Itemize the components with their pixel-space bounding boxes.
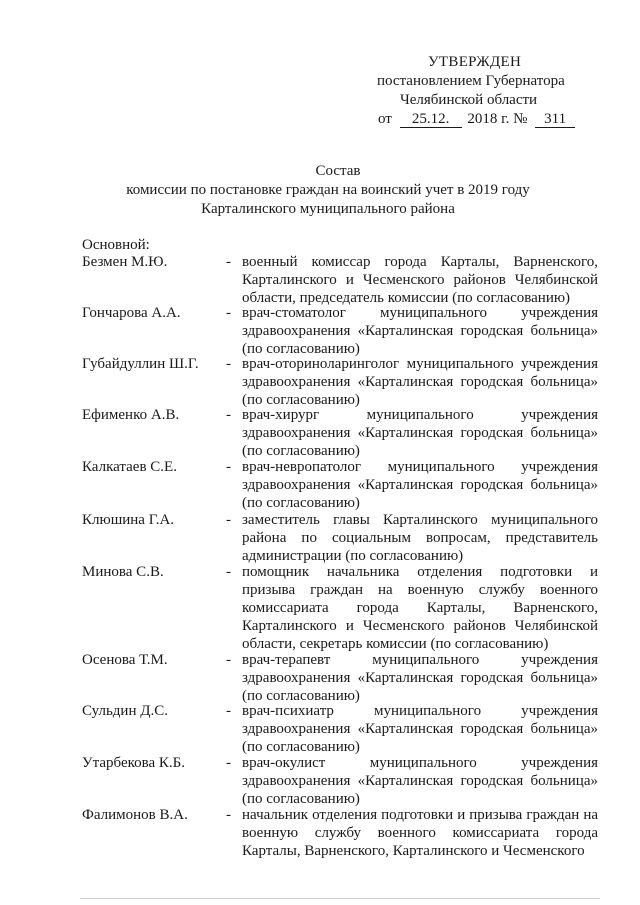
member-role: врач-невропатолог муниципального учреждения здравоохранения «Карталинская городская больница» (по согласованию) (242, 459, 598, 511)
member-name: Клюшина Г.А. (82, 512, 175, 528)
approval-heading: УТВЕРЖДЕН (428, 54, 522, 70)
member-dash: - (226, 305, 231, 321)
member-dash: - (226, 703, 231, 719)
approval-authority: постановлением Губернатора (377, 73, 565, 89)
member-dash: - (226, 755, 231, 771)
approval-prefix: от (378, 111, 392, 127)
member-role: врач-хирург муниципального учреждения здравоохранения «Карталинская городская больница» (по согласованию) (242, 407, 598, 459)
member-dash: - (226, 652, 231, 668)
document-subtitle-region: Карталинского муниципального района (201, 201, 455, 217)
member-role: врач-терапевт муниципального учреждения здравоохранения «Карталинская городская больница» (по согласованию) (242, 652, 598, 704)
member-name: Сульдин Д.С. (82, 703, 168, 719)
member-name: Гончарова А.А. (82, 305, 181, 321)
member-dash: - (226, 254, 231, 270)
member-name: Минова С.В. (82, 564, 164, 580)
member-name: Осенова Т.М. (82, 652, 168, 668)
member-dash: - (226, 459, 231, 475)
member-role: военный комиссар города Карталы, Варненского, Карталинского и Чесменского районов Челябинской области, председатель комиссии (по согласованию) (242, 254, 598, 306)
member-role: помощник начальника отделения подготовки и призыва граждан на военную службу военного комиссариата города Карталы, Варненского, Карталинского и Чесменского районов Челябинской области, секретарь комиссии (по согласованию) (242, 564, 598, 652)
member-name: Безмен М.Ю. (82, 254, 168, 270)
document-subtitle: комиссии по постановке граждан на воинский учет в 2019 году (126, 182, 530, 198)
member-name: Калкатаев С.Е. (82, 459, 177, 475)
member-role: врач-оториноларинголог муниципального учреждения здравоохранения «Карталинская городская больница» (по согласованию) (242, 356, 598, 408)
member-role: врач-стоматолог муниципального учреждения здравоохранения «Карталинская городская больница» (по согласованию) (242, 305, 598, 357)
approval-year: 2018 г. № (467, 111, 528, 127)
member-dash: - (226, 564, 231, 580)
member-dash: - (226, 512, 231, 528)
approval-date-line (378, 110, 575, 129)
approval-number: 311 (535, 111, 575, 128)
member-name: Ефименко А.В. (82, 407, 180, 423)
document-title: Состав (315, 163, 361, 179)
page-bottom-divider (80, 898, 600, 899)
member-role: врач-окулист муниципального учреждения здравоохранения «Карталинская городская больница» (по согласованию) (242, 755, 598, 807)
member-name: Губайдуллин Ш.Г. (82, 356, 199, 372)
member-role: врач-психиатр муниципального учреждения здравоохранения «Карталинская городская больница» (по согласованию) (242, 703, 598, 755)
member-name: Утарбекова К.Б. (82, 755, 186, 771)
member-dash: - (226, 356, 231, 372)
member-dash: - (226, 807, 231, 823)
section-label: Основной: (82, 237, 150, 253)
approval-region: Челябинской области (400, 92, 538, 108)
member-dash: - (226, 407, 231, 423)
member-role: заместитель главы Карталинского муниципального района по социальным вопросам, представитель администрации (по согласованию) (242, 512, 598, 564)
member-role: начальник отделения подготовки и призыва граждан на военную службу военного комиссариата города Карталы, Варненского, Карталинского и Чесменского (242, 807, 598, 859)
approval-date: 25.12. (400, 111, 462, 128)
member-name: Фалимонов В.А. (82, 807, 188, 823)
